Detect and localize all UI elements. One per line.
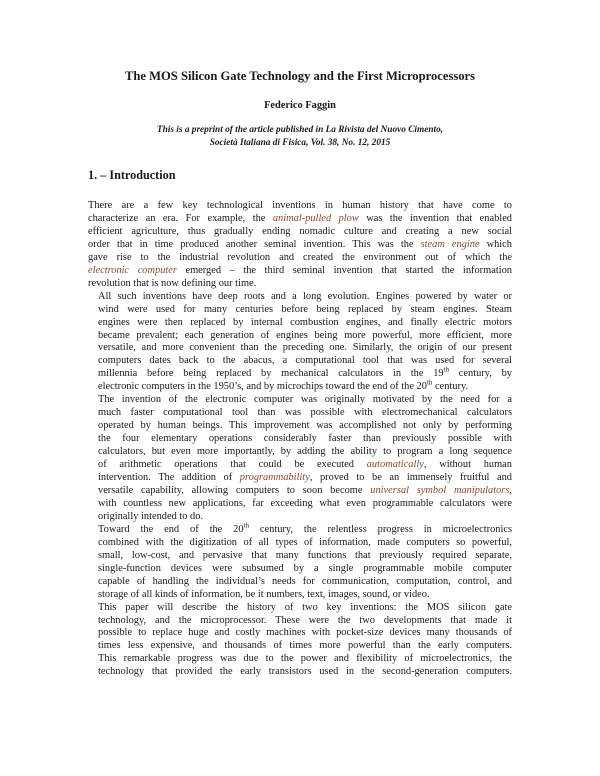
paragraph-4 xyxy=(88,521,512,602)
publication-note-line-1: This is a preprint of the article published in La Rivista del Nuovo Cimento, xyxy=(156,125,444,135)
text-line: small, low-cost, and pervasive that many functions that previously required separate, xyxy=(98,549,512,561)
text-line: times less expensive, and thousands of times more powerful than the early computers. xyxy=(98,640,512,652)
text-line: storage of all kinds of information, be it numbers, text, images, sound, or video. xyxy=(98,588,430,600)
text-line: characterize an era. For example, the animal-pulled plow was the invention that enabled xyxy=(88,212,512,224)
paragraph-1 xyxy=(88,200,512,291)
text-line: versatile, and more convenient than the preceding one. Similarly, the origin of our present xyxy=(98,342,512,354)
text-line: revolution that is now defining our time. xyxy=(88,277,257,289)
text-line: All such inventions have deep roots and a long evolution. Engines powered by water or xyxy=(98,290,512,302)
text-line: This paper will describe the history of two key inventions: the MOS silicon gate xyxy=(98,601,512,613)
text-line: single-function devices were subsumed by a single programmable mobile computer xyxy=(98,562,512,574)
text-line: of arithmetic operations that could be executed automatically, without human xyxy=(98,459,512,471)
emphasis-term: automatically xyxy=(366,459,424,471)
publication-note-line-2: Società Italiana di Fisica, Vol. 38, No. 12, 2015 xyxy=(209,138,391,148)
text-line: electronic computers in the 1950’s, and by microchips toward the end of the 20th century. xyxy=(98,378,469,393)
text-line: originally intended to do. xyxy=(98,510,204,522)
section-heading: 1. – Introduction xyxy=(88,168,176,182)
text-line: combined with the digitization of all types of information, made computers so powerful, xyxy=(98,536,512,548)
emphasis-term: steam engine xyxy=(420,238,480,250)
text-line: gave rise to the industrial revolution and created the environment out of which the xyxy=(88,251,512,263)
text-line: operated by human beings. This improvement was accomplished not only by performing xyxy=(98,420,512,432)
text-line: wind were used for many centuries before being replaced by steam engines. Steam xyxy=(98,303,512,315)
paper-title: The MOS Silicon Gate Technology and the First Microprocessors xyxy=(124,69,476,83)
text-line: capable of handling the individual’s needs for communication, computation, control, and xyxy=(98,575,512,587)
text-line: calculators, but even more importantly, by adding the ability to program a long sequence xyxy=(98,446,512,458)
paragraph-3 xyxy=(88,394,512,524)
text-line: This remarkable progress was due to the power and flexibility of microelectronics, the xyxy=(98,653,512,665)
text-line: engines were then replaced by internal combustion engines, and finally electric motors xyxy=(98,316,512,328)
text-line: The invention of the electronic computer was originally motivated by the need for a xyxy=(98,394,512,406)
emphasis-term: universal symbol manipulators xyxy=(370,484,510,496)
emphasis-term: electronic computer xyxy=(88,264,177,276)
text-line: with countless new applications, far exceeding what even programmable calculators were xyxy=(98,497,512,509)
text-line: much faster computational tool than was possible with electromechanical calculators xyxy=(98,407,512,419)
text-line: Toward the end of the 20th century, the relentless progress in microelectronics xyxy=(98,521,512,535)
paragraph-2 xyxy=(88,291,512,395)
text-line: There are a few key technological inventions in human history that have come to xyxy=(88,200,512,211)
text-line: became prevalent; each generation of engines being more powerful, more efficient, more xyxy=(98,329,512,341)
text-line: millennia before being replaced by mechanical calculators in the 19th century, by xyxy=(98,365,512,380)
paragraph-5 xyxy=(88,602,512,680)
text-line: intervention. The addition of programmability, proved to be an immensely fruitful and xyxy=(98,472,512,484)
text-line: technology that provided the early transistors used in the second-generation computers. xyxy=(98,666,512,678)
text-line: the four elementary operations considerably faster than previously possible with xyxy=(98,433,512,445)
text-line: order that in time produced another seminal invention. This was the steam engine which xyxy=(88,238,512,250)
emphasis-term: animal-pulled plow xyxy=(272,212,359,224)
text-line: versatile capability, allowing computers to soon become universal symbol manipulators, xyxy=(98,484,512,496)
emphasis-term: programmability xyxy=(239,472,310,484)
text-line: possible to replace huge and costly machines with pocket-size devices many thousands of xyxy=(98,627,512,639)
text-line: efficient agriculture, thus gradually ending nomadic culture and creating a new social xyxy=(88,225,512,237)
author-name: Federico Faggin xyxy=(264,100,336,111)
text-line: electronic computer emerged – the third seminal invention that started the information xyxy=(88,264,512,276)
body-text xyxy=(88,200,512,679)
text-line: computers dates back to the abacus, a computational tool that was used for several xyxy=(98,355,512,367)
text-line: technology, and the microprocessor. These were the two developments that made it xyxy=(98,614,512,626)
publication-note xyxy=(0,124,600,150)
